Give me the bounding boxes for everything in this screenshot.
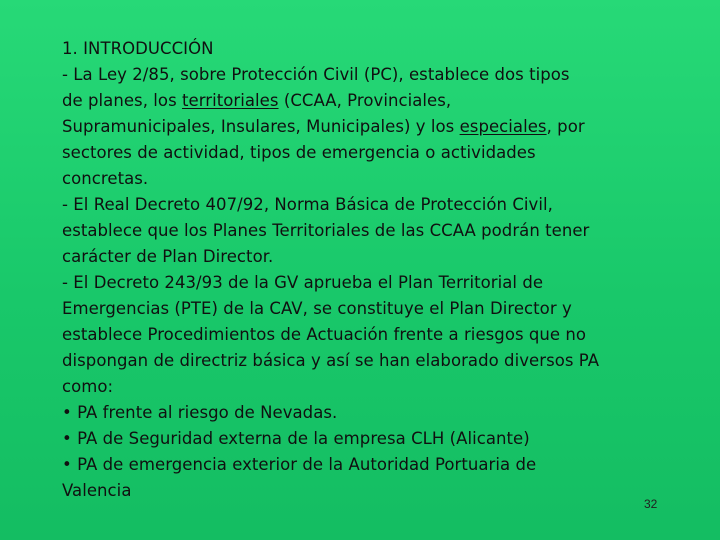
page-number: 32 [644, 497, 658, 511]
slide-content [62, 36, 674, 504]
bullet-item-clh: • PA de Seguridad externa de la empresa CLH (Alicante) [62, 429, 530, 448]
paragraph-ley-line-4: sectores de actividad, tipos de emergencia o actividades [62, 143, 536, 162]
bullet-item-autoridad-portuaria-line-2: Valencia [62, 481, 132, 500]
text-segment: , por [546, 117, 585, 136]
paragraph-ley-line-5: concretas. [62, 169, 149, 188]
text-segment: de planes, los [62, 91, 183, 110]
paragraph-real-decreto-line-1: - El Real Decreto 407/92, Norma Básica de Protección Civil, [62, 195, 553, 214]
underlined-term-territoriales: territoriales [182, 91, 279, 110]
paragraph-ley-line-2 [62, 88, 674, 114]
bullet-item-autoridad-portuaria-line-1: • PA de emergencia exterior de la Autoridad Portuaria de [62, 455, 537, 474]
paragraph-real-decreto-line-3: carácter de Plan Director. [62, 247, 274, 266]
text-segment: (CCAA, Provinciales, [278, 91, 452, 110]
paragraph-real-decreto-line-2: establece que los Planes Territoriales de las CCAA podrán tener [62, 221, 590, 240]
paragraph-decreto-gv-line-3: establece Procedimientos de Actuación frente a riesgos que no [62, 325, 587, 344]
underlined-term-especiales: especiales [459, 117, 547, 136]
paragraph-decreto-gv-line-4: dispongan de directriz básica y así se han elaborado diversos PA [62, 351, 600, 370]
paragraph-decreto-gv-line-5: como: [62, 377, 114, 396]
paragraph-ley-line-1: - La Ley 2/85, sobre Protección Civil (PC), establece dos tipos [62, 65, 570, 84]
text-segment: Supramunicipales, Insulares, Municipales) y los [62, 117, 460, 136]
paragraph-decreto-gv-line-1: - El Decreto 243/93 de la GV aprueba el Plan Territorial de [62, 273, 544, 292]
paragraph-ley-line-3 [62, 114, 674, 140]
bullet-item-nevadas: • PA frente al riesgo de Nevadas. [62, 403, 338, 422]
paragraph-decreto-gv-line-2: Emergencias (PTE) de la CAV, se constituye el Plan Director y [62, 299, 572, 318]
section-heading: 1. INTRODUCCIÓN [62, 39, 214, 58]
